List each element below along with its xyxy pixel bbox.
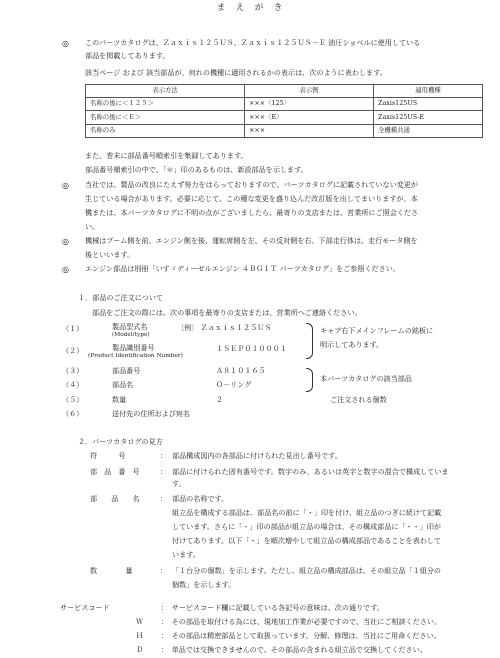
table-row bbox=[86, 111, 483, 124]
brace-mark bbox=[306, 323, 313, 359]
table-row bbox=[86, 124, 483, 137]
intro-text: 部品を掲載してあります。 bbox=[85, 51, 170, 60]
guide-term: 数 量 bbox=[90, 566, 133, 575]
table-cell: ×××〈E〉 bbox=[245, 111, 374, 124]
order-item-value: 〔例〕 Ｚａｘｉｓ１２５ＵＳ bbox=[177, 323, 272, 332]
bullet-mark: ◎ bbox=[62, 237, 69, 246]
brace-mark bbox=[306, 368, 313, 392]
notice-text: 生じている場合があります。必要に応じて、この種な変更を盛り込んだ改訂版を出してまいりますが、本 bbox=[85, 194, 418, 203]
order-item-number: （３） bbox=[62, 366, 84, 375]
table-header: 表示方法 bbox=[86, 85, 245, 98]
guide-desc: 付けてあります。以下「・」を順次増やして組立品の構成部品であることを表わして bbox=[172, 536, 441, 545]
order-item-label: 製品識別番号 bbox=[112, 343, 155, 352]
order-item-label: 数量 bbox=[112, 395, 127, 404]
service-code-desc: ： 単品では交換できませんので、その部品の含まれる組立品で交換してください。 bbox=[161, 645, 427, 654]
table-cell: ××× bbox=[245, 124, 374, 137]
table-cell: 名称のみ bbox=[86, 124, 245, 137]
page-title: ま え が き bbox=[216, 3, 284, 13]
guide-desc: 部品の名称です。 bbox=[172, 494, 229, 503]
notice-text: 当社では、製品の改良にたえず努力をはらっておりますので、パーツカタログに記載されていない変更が bbox=[85, 180, 418, 189]
service-code: Ｗ bbox=[136, 617, 144, 626]
order-item-number: （５） bbox=[62, 395, 84, 404]
direction-text: 後といいます。 bbox=[85, 250, 135, 259]
service-code: Ｈ bbox=[136, 631, 144, 640]
table-row bbox=[86, 98, 483, 111]
guide-desc: 部品に付けられた固有番号です。数字のみ、あるいは英字と数字の混合で構成していま bbox=[172, 467, 449, 476]
section-heading-order: １．部品のご注文について bbox=[78, 293, 163, 302]
table-header: 適用機種 bbox=[374, 85, 483, 98]
table-cell: 名称の後に＜１２５＞ bbox=[86, 98, 245, 111]
guide-colon: ： bbox=[160, 467, 168, 476]
guide-desc: 部品構成図内の各部品に付けられた見出し番号です。 bbox=[172, 451, 342, 460]
notice-text: い。 bbox=[85, 222, 100, 231]
order-item-label: 部品番号 bbox=[112, 366, 141, 375]
guide-term: 部 品 番 号 bbox=[90, 467, 140, 476]
guide-desc: います。 bbox=[172, 550, 200, 559]
nameplate-note: 明示してあります。 bbox=[320, 340, 384, 349]
guide-desc: す。 bbox=[172, 479, 186, 488]
order-item-value: Ａ８１０１６５ bbox=[216, 366, 266, 375]
service-code: Ｄ bbox=[136, 645, 144, 654]
quantity-note: ご注文される個数 bbox=[330, 395, 387, 404]
guide-desc: 組立品を構成する部品は、部品名の前に「・」印を付け、組立品のつぎに続けて記載 bbox=[172, 508, 442, 517]
applicability-table bbox=[85, 84, 483, 138]
service-code-desc: ： その部品は精密部品として取扱っています。分解、修理は、当社にご用命ください。 bbox=[161, 631, 441, 640]
order-item-number: （１） bbox=[62, 324, 84, 333]
bullet-mark: ◎ bbox=[62, 39, 69, 48]
guide-term: 部 品 名 bbox=[90, 494, 140, 503]
service-code-desc: ： その部品を取付ける為には、現地加工作業が必要ですので、当社にご相談ください。 bbox=[161, 617, 442, 626]
section-heading-guide: ２．パーツカタログの見方 bbox=[78, 437, 163, 446]
index-text: 部品番号順索引の中で、「＊」印のあるものは、新設部品を示します。 bbox=[85, 165, 308, 174]
order-item-value: １ＳＥＰ０１０００１ bbox=[216, 344, 287, 353]
guide-colon: ： bbox=[160, 451, 168, 460]
notice-text: 機または、本パーツカタログに不明の点がございましたら、最寄りの支店または、営業所にご照会くださ bbox=[85, 208, 419, 217]
engine-text: エンジン部品は別冊「いすゞディーゼルエンジン ４ＢＧ１Ｔ パーツカタログ」をご参照ください。 bbox=[85, 264, 400, 273]
order-item-value: ２ bbox=[216, 395, 224, 404]
table-cell: 全機種共通 bbox=[374, 124, 483, 137]
table-header-row bbox=[86, 85, 483, 98]
guide-colon: ： bbox=[160, 566, 168, 575]
direction-text: 機械はブーム側を前、エンジン側を後、運転席側を左、その反対側を右、下部走行体は、走行モータ側を bbox=[85, 236, 418, 245]
guide-desc: しています。さらに「・」印の部品が組立品の場合は、その構成部品に「・・」印が bbox=[172, 522, 441, 531]
order-item-label: 製品型式名 bbox=[112, 322, 148, 331]
order-item-label: 部品名 bbox=[112, 380, 134, 389]
order-item-label: 送付先の住所および宛名 bbox=[112, 409, 191, 418]
order-item-number: （４） bbox=[62, 380, 84, 389]
order-item-number: （６） bbox=[62, 409, 84, 418]
table-cell: ×××〈125〉 bbox=[245, 98, 374, 111]
intro-text: このパーツカタログは、Ｚａｘｉｓ１２５ＵＳ、Ｚａｘｉｓ１２５ＵＳ－Ｅ 油圧ショベルに使用している bbox=[85, 38, 421, 47]
table-cell: Zaxis125US-E bbox=[374, 111, 483, 124]
index-text: また、巻末に部品番号順索引を集録してあります。 bbox=[85, 151, 248, 160]
table-cell: Zaxis125US bbox=[374, 98, 483, 111]
guide-term: 符 号 bbox=[90, 451, 126, 460]
service-code-intro: ： サービスコード欄に記載している各記号の意味は、次の通りです。 bbox=[161, 603, 384, 612]
intro-text: 該当ページ および 該当部品が、何れの機種に適用されるかの表示は、次のように表わします。 bbox=[85, 68, 387, 77]
order-item-number: （２） bbox=[62, 346, 84, 355]
guide-desc: 「１台分の個数」を示します。ただし、組立品の構成部品は、その組立品「１組分の bbox=[172, 566, 441, 575]
order-item-sub: (Product Identification Number) bbox=[88, 353, 183, 359]
bullet-mark: ◎ bbox=[62, 181, 69, 190]
guide-desc: 個数」を示します。 bbox=[172, 580, 236, 589]
order-item-sub: (Model/type) bbox=[112, 332, 150, 338]
service-code-label: サービスコード bbox=[60, 603, 110, 612]
table-cell: 名称の後に＜Ｅ＞ bbox=[86, 111, 245, 124]
order-item-value: Ｏ－リング bbox=[216, 380, 252, 389]
catalog-part-note: 本パーツカタログの該当部品 bbox=[320, 374, 412, 383]
guide-colon: ： bbox=[160, 494, 168, 503]
order-intro: 部品をご注文の際には、次の事項を最寄りの支店または、営業所へご連絡ください。 bbox=[92, 308, 362, 317]
nameplate-note: キャブ右下メインフレームの銘板に bbox=[320, 326, 434, 335]
table-header: 表示例 bbox=[245, 85, 374, 98]
bullet-mark: ◎ bbox=[62, 265, 69, 274]
